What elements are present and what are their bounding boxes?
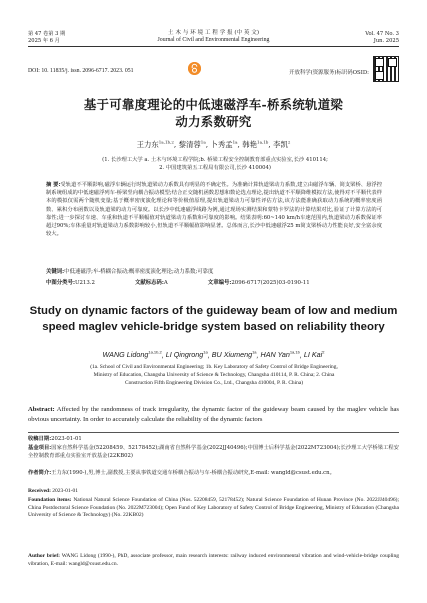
author-cn: 卜秀孟$^{1a}$ bbox=[210, 139, 238, 149]
abstract-cn-text: 受轨道不平顺影响,磁浮车辆运行时轨道梁动力系数具有明显的不确定性。为准确计算轨道梁动力系数,建立由磁浮车辆、简支梁桥、悬浮控制系统组成的中低速磁浮列车-桥梁竖向耦合振动模型;结合正交随机函数思想和数论选点理论,提出轨道不平顺降维模拟方法,使得对不平顺代表样本的模拟仅需两个随机变量;基于概率密度演化理论和等价极值原理,提出轨道梁动力可靠性评估方法,该方法能准确获取动力系统的概率密度函数、累积分布函数以及轨道梁的动力可靠度。以长沙中低速磁浮线路为例,通过现场实测结果和蒙特卡罗法的计算结果对比,验证了计算方法的可靠性;进一步探讨车速、车重和轨道不平顺幅值对轨道梁动力系数和可靠度的影响。结果表明:60~140 km/h车速范围内,轨道梁动力系数保证率超过90%;车体重量对轨道梁动力系数影响较小,但轨道不平顺幅值影响显著。总体而言,长沙中低速磁浮25 m简支梁桥动力性能良好,安全富余度较大。 bbox=[46, 182, 382, 238]
footnote-author-cn: 作者简介:王力东(1990-),男,博士,副教授,主要从事铁道交通车桥耦合振动与车-桥耦合振动研究,E-mail: wangld@csust.edu.cn。 bbox=[28, 470, 335, 476]
article-number: 文章编号:2096-6717(2025)03-0190-11 bbox=[207, 280, 310, 286]
author-cn: 李凯$^2$ bbox=[273, 139, 291, 149]
title-cn-line-1: 基于可靠度理论的中低速磁浮车-桥系统轨道梁 bbox=[83, 97, 344, 112]
clc-number: 中图分类号:U213.2 bbox=[46, 280, 95, 286]
author-en: HAN Yan$^{1a,1b}$ bbox=[260, 350, 300, 360]
keywords-cn bbox=[46, 267, 382, 275]
author-en: BU Xiumeng$^{1a}$ bbox=[211, 350, 257, 360]
author-cn: 王力东$^{1a,1b,2}$ bbox=[136, 139, 174, 149]
footnote-fund-en: Foundation items: National Natural Science Foundation of China (Nos. 52208459, 52178452); Natural Science Foundation of Hunan Province (No. 2022JJ40496); China Postdoctoral Science Foundation (No. 2022M723004); Open Fund of Key Laboratory of Safety Control of Bridge Engineering, Ministry of Education (Changsha University of Science & Technology) (No. 22KB02) bbox=[28, 497, 400, 519]
keywords-cn-label: 关键词: bbox=[46, 269, 65, 275]
author-en: LI Kai$^2$ bbox=[303, 350, 325, 360]
osid-label: 开放科学(资源服务)标识码OSID: bbox=[289, 70, 369, 76]
footnote-received-cn: 收稿日期:2023-01-01 bbox=[28, 436, 82, 442]
author-cn: 黎清蓉$^{1a}$ bbox=[178, 139, 206, 149]
author-en: LI Qingrong$^{1a}$ bbox=[165, 350, 208, 360]
document-code: 文献标志码:A bbox=[134, 280, 168, 286]
abstract-en-label: Abstract: bbox=[28, 406, 55, 413]
abstract-en-text: Affected by the randomness of track irregularity, the dynamic factor of the guideway beam caused by the maglev vehicle has obvious uncertainty. In order to accurately calculate the reliability of the dynamic factors bbox=[28, 406, 399, 423]
journal-name-cn: 土 木 与 环 境 工 程 学 报 (中 英 文) bbox=[167, 30, 260, 36]
header-volume-en: Vol. 47 No. 3 bbox=[365, 31, 399, 37]
abstract-cn-label: 摘 要: bbox=[46, 182, 61, 188]
title-cn-line-2: 动力系数研究 bbox=[175, 114, 252, 129]
title-cn bbox=[0, 96, 427, 130]
header-rule bbox=[28, 46, 399, 47]
author-en: WANG Lidong$^{1a,1b,2}$ bbox=[102, 350, 162, 360]
title-en-line-1: Study on dynamic factors of the guideway beam of low and medium bbox=[29, 305, 398, 317]
title-en bbox=[0, 303, 427, 335]
footnote-fund-cn: 基金项目:国家自然科学基金(52208459、52178452);湖南省自然科学基金(2022JJ40496);中国博士后科学基金(2022M723004);长沙理工大学桥梁工程安全控制教育部重点实验室开放基金(22KB02) bbox=[28, 445, 399, 459]
affiliation-en-line: (1a. School of Civil and Environmental Engineering; 1b. Key Laboratory of Safety Control of Bridge Engineering, bbox=[90, 364, 338, 370]
author-cn: 韩艳$^{1a,1b}$ bbox=[242, 139, 269, 149]
affiliation-cn-line: 2. 中国建筑第五工程局有限公司,长沙 410004) bbox=[159, 165, 271, 171]
authors-cn: 王力东$^{1a,1b,2}$, 黎清蓉$^{1a}$, 卜秀孟$^{1a}$, 韩艳$^{1a,1b}$, 李凯$^2$ bbox=[136, 139, 291, 149]
affiliation-en-line: Ministry of Education, Changsha University of Science & Technology, Changsha 410114, P. R. China; 2. China bbox=[93, 371, 335, 378]
authors-en: WANG Lidong$^{1a,1b,2}$, LI Qingrong$^{1a}$, BU Xiumeng$^{1a}$, HAN Yan$^{1a,1b}$, LI Kai$^2$ bbox=[102, 350, 325, 360]
osid-qr-code-icon[interactable] bbox=[373, 56, 399, 82]
doi-text[interactable]: DOI: 10. 11835/j. issn. 2096-6717. 2023. 051 bbox=[28, 68, 134, 74]
header-volume-right bbox=[365, 31, 399, 44]
header-volume-cn: 第 47 卷第 3 期 bbox=[28, 31, 66, 37]
header-date-en: Jun. 2025 bbox=[373, 37, 399, 44]
footnote-author-en: Author brief: WANG Lidong (1990-), PhD, associate professor, main research interests: railway induced environmental vibration and wind-vehicle-bridge coupling vibration, E-mail: wangld@csust.edu.cn. bbox=[28, 553, 399, 567]
affiliation-en-line: Construction Fifth Engineering Division Co., Ltd., Changsha 410004, P. R. China) bbox=[124, 379, 304, 386]
keywords-cn-text: 中低速磁浮;车-桥耦合振动;概率密度演化理论;动力系数;可靠度 bbox=[64, 269, 214, 275]
affiliation-en bbox=[44, 364, 384, 387]
journal-header bbox=[0, 30, 427, 44]
open-access-icon bbox=[188, 62, 201, 75]
abstract-en bbox=[28, 405, 399, 424]
abstract-cn bbox=[46, 181, 382, 238]
header-date-cn: 2025 年 6 月 bbox=[28, 37, 60, 44]
journal-name-en: Journal of Civil and Environmental Engineering bbox=[157, 36, 270, 43]
affiliation-cn-line: (1. 长沙理工大学 a. 土木与环境工程学院;b. 桥梁工程安全控制教育部重点实验室,长沙 410114; bbox=[102, 157, 328, 163]
affiliation-cn bbox=[50, 156, 380, 172]
footnote-rule bbox=[28, 432, 399, 433]
title-en-line-2: speed maglev vehicle-bridge system based on reliability theory bbox=[42, 321, 385, 333]
classification-cn bbox=[46, 278, 382, 286]
footnote-received-en: Received: 2023-01-01 bbox=[28, 488, 78, 494]
